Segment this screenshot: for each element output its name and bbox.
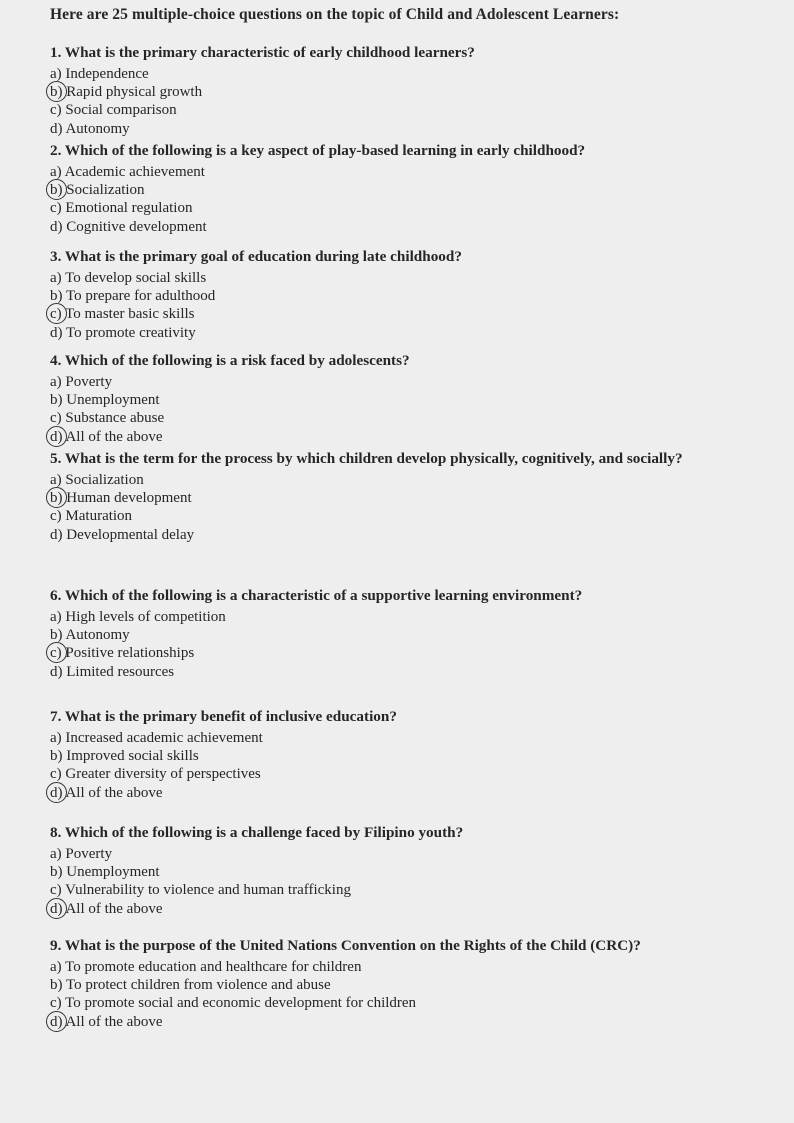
option-letter: c) [50, 102, 62, 119]
option-letter: a) [50, 66, 62, 82]
question-text: 4. Which of the following is a risk faced by adolescents? [50, 352, 410, 369]
option-text: To prepare for adulthood [65, 288, 216, 305]
option-text: Unemployment [66, 392, 160, 409]
answer-option [50, 526, 770, 544]
question-block [50, 350, 770, 446]
circled-option-letter: c) [50, 645, 62, 662]
question-text: 5. What is the term for the process by which children develop physically, cognitively, and socially? [50, 450, 683, 467]
option-text: Human development [66, 490, 192, 507]
circled-option-letter: d) [50, 1013, 63, 1030]
option-letter: d) [50, 120, 63, 137]
circled-option-letter: b) [50, 490, 63, 507]
option-letter: a) [50, 270, 62, 286]
answer-option [50, 287, 770, 305]
option-text: Independence [65, 66, 149, 82]
answer-option [50, 428, 770, 446]
option-letter: d) [50, 526, 63, 543]
answer-option [50, 305, 770, 323]
answer-option [50, 663, 770, 681]
option-text: To master basic skills [65, 306, 195, 323]
option-letter: a) [50, 472, 62, 488]
answer-option [50, 784, 770, 802]
question-block [50, 140, 770, 236]
answer-option [50, 729, 770, 747]
answer-option [50, 83, 770, 101]
option-letter: c) [50, 410, 62, 427]
answer-option [50, 218, 770, 236]
option-letter: d) [50, 324, 63, 341]
option-letter: b) [50, 748, 63, 765]
option-text: Autonomy [65, 627, 130, 644]
option-letter: a) [50, 609, 62, 625]
option-text: Vulnerability to violence and human trafficking [65, 882, 351, 899]
question-block [50, 935, 770, 1031]
circled-option-letter: b) [50, 182, 63, 199]
circled-option-letter: d) [50, 900, 63, 917]
answer-option [50, 845, 770, 863]
option-letter: c) [50, 508, 62, 525]
answer-option [50, 163, 770, 181]
answer-option [50, 373, 770, 391]
answer-option [50, 765, 770, 783]
answer-option [50, 644, 770, 662]
answer-option [50, 269, 770, 287]
option-text: Social comparison [65, 102, 177, 119]
option-letter: b) [50, 864, 63, 881]
question-text: 3. What is the primary goal of education during late childhood? [50, 248, 462, 265]
question-block [50, 585, 770, 681]
option-letter: b) [50, 977, 63, 994]
option-text: Greater diversity of perspectives [65, 766, 261, 783]
question-text: 1. What is the primary characteristic of early childhood learners? [50, 44, 475, 61]
option-letter: d) [50, 218, 63, 235]
option-letter: d) [50, 663, 63, 680]
answer-option [50, 507, 770, 525]
answer-option [50, 900, 770, 918]
option-text: Positive relationships [65, 645, 195, 662]
option-letter: c) [50, 882, 62, 899]
option-text: Emotional regulation [65, 200, 193, 217]
option-letter: b) [50, 288, 63, 305]
option-text: Unemployment [66, 864, 160, 881]
option-text: Limited resources [66, 663, 175, 680]
option-text: All of the above [65, 1013, 163, 1030]
option-text: Poverty [65, 846, 113, 862]
question-text: 9. What is the purpose of the United Nations Convention on the Rights of the Child (CRC)? [50, 937, 641, 954]
question-text: 2. Which of the following is a key aspect of play-based learning in early childhood? [50, 142, 586, 159]
option-text: Academic achievement [64, 164, 205, 180]
option-text: All of the above [65, 784, 163, 801]
answer-option [50, 958, 770, 976]
option-letter: b) [50, 392, 63, 409]
option-text: Socialization [66, 182, 145, 199]
question-block [50, 246, 770, 342]
question-text: 8. Which of the following is a challenge faced by Filipino youth? [50, 824, 464, 841]
question-block [50, 706, 770, 802]
answer-option [50, 626, 770, 644]
option-text: All of the above [65, 900, 163, 917]
option-text: High levels of competition [65, 609, 226, 625]
answer-option [50, 120, 770, 138]
circled-option-letter: c) [50, 306, 62, 323]
option-text: Developmental delay [66, 526, 195, 543]
answer-option [50, 199, 770, 217]
intro-text: Here are 25 multiple-choice questions on the topic of Child and Adolescent Learners: [50, 6, 620, 23]
answer-option [50, 747, 770, 765]
answer-option [50, 101, 770, 119]
circled-option-letter: b) [50, 84, 63, 101]
option-text: To promote social and economic development for children [65, 995, 417, 1012]
option-text: Poverty [65, 374, 113, 390]
question-text: 6. Which of the following is a characteristic of a supportive learning environment? [50, 587, 583, 604]
option-letter: b) [50, 627, 63, 644]
answer-option [50, 489, 770, 507]
option-letter: a) [50, 164, 62, 180]
option-text: Rapid physical growth [66, 84, 203, 101]
option-text: All of the above [65, 428, 163, 445]
question-block [50, 448, 770, 544]
option-text: Increased academic achievement [65, 730, 263, 746]
option-text: To develop social skills [65, 270, 207, 286]
option-letter: a) [50, 730, 62, 746]
option-letter: a) [50, 374, 62, 390]
option-text: To promote creativity [65, 324, 196, 341]
answer-option [50, 881, 770, 899]
answer-option [50, 65, 770, 83]
answer-option [50, 324, 770, 342]
option-text: Substance abuse [65, 410, 165, 427]
answer-option [50, 976, 770, 994]
answer-option [50, 471, 770, 489]
option-text: Maturation [65, 508, 133, 525]
option-letter: c) [50, 766, 62, 783]
answer-option [50, 994, 770, 1012]
option-letter: a) [50, 959, 62, 975]
question-block [50, 42, 770, 138]
option-text: Socialization [65, 472, 144, 488]
question-block [50, 822, 770, 918]
answer-option [50, 409, 770, 427]
answer-option [50, 391, 770, 409]
answer-option [50, 608, 770, 626]
option-text: To promote education and healthcare for children [65, 959, 362, 975]
option-text: To protect children from violence and abuse [65, 977, 331, 994]
option-letter: c) [50, 200, 62, 217]
answer-option [50, 181, 770, 199]
circled-option-letter: d) [50, 428, 63, 445]
option-text: Improved social skills [66, 748, 199, 765]
answer-option [50, 1013, 770, 1031]
question-text: 7. What is the primary benefit of inclusive education? [50, 708, 397, 725]
option-text: Cognitive development [66, 218, 207, 235]
circled-option-letter: d) [50, 784, 63, 801]
answer-option [50, 863, 770, 881]
option-text: Autonomy [65, 120, 130, 137]
option-letter: c) [50, 995, 62, 1012]
option-letter: a) [50, 846, 62, 862]
